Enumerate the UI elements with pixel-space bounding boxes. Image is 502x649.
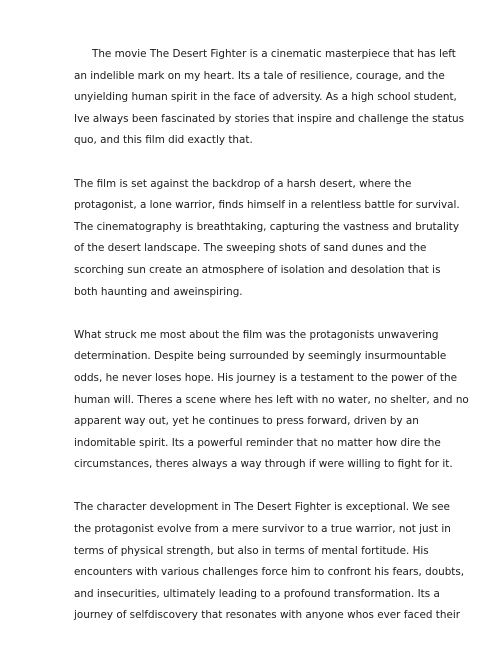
text-line: odds, he never loses hope. His journey is a testament to the power of the <box>74 371 457 384</box>
text-line: What struck me most about the film was the protagonists unwavering <box>74 328 439 341</box>
text-line: human will. Theres a scene where hes left with no water, no shelter, and no <box>74 393 469 406</box>
text-line: circumstances, theres always a way through if were willing to fight for it. <box>74 458 453 471</box>
text-line: quo, and this film did exactly that. <box>74 134 253 147</box>
text-line: journey of selfdiscovery that resonates with anyone whos ever faced their <box>74 609 460 622</box>
paragraph-character-development <box>74 497 465 627</box>
text-line: encounters with various challenges force him to confront his fears, doubts, <box>74 566 465 579</box>
text-line: determination. Despite being surrounded by seemingly insurmountable <box>74 350 447 363</box>
text-line: apparent way out, yet he continues to press forward, driven by an <box>74 415 419 428</box>
paragraph-determination <box>74 325 469 476</box>
text-line: terms of physical strength, but also in terms of mental fortitude. His <box>74 544 429 557</box>
text-line: the protagonist evolve from a mere survivor to a true warrior, not just in <box>74 523 451 536</box>
text-line: The movie The Desert Fighter is a cinematic masterpiece that has left <box>92 48 456 60</box>
text-line: The cinematography is breathtaking, capturing the vastness and brutality <box>74 220 459 233</box>
text-line: Ive always been fascinated by stories that inspire and challenge the status <box>74 112 465 125</box>
text-line: of the desert landscape. The sweeping shots of sand dunes and the <box>74 242 427 255</box>
text-line: The character development in The Desert Fighter is exceptional. We see <box>74 501 450 514</box>
text-line: The film is set against the backdrop of a harsh desert, where the <box>74 177 412 190</box>
text-line: scorching sun create an atmosphere of isolation and desolation that is <box>74 263 441 276</box>
text-line: an indelible mark on my heart. Its a tale of resilience, courage, and the <box>74 69 445 82</box>
text-line: both haunting and aweinspiring. <box>74 285 243 298</box>
text-line: and insecurities, ultimately leading to a profound transformation. Its a <box>74 587 440 600</box>
paragraph-intro <box>74 44 465 152</box>
text-line: indomitable spirit. Its a powerful reminder that no matter how dire the <box>74 436 441 449</box>
paragraph-setting <box>74 174 460 304</box>
text-line: unyielding human spirit in the face of adversity. As a high school student, <box>74 91 457 104</box>
document-page <box>74 44 469 649</box>
text-line: protagonist, a lone warrior, finds himself in a relentless battle for survival. <box>74 199 460 212</box>
